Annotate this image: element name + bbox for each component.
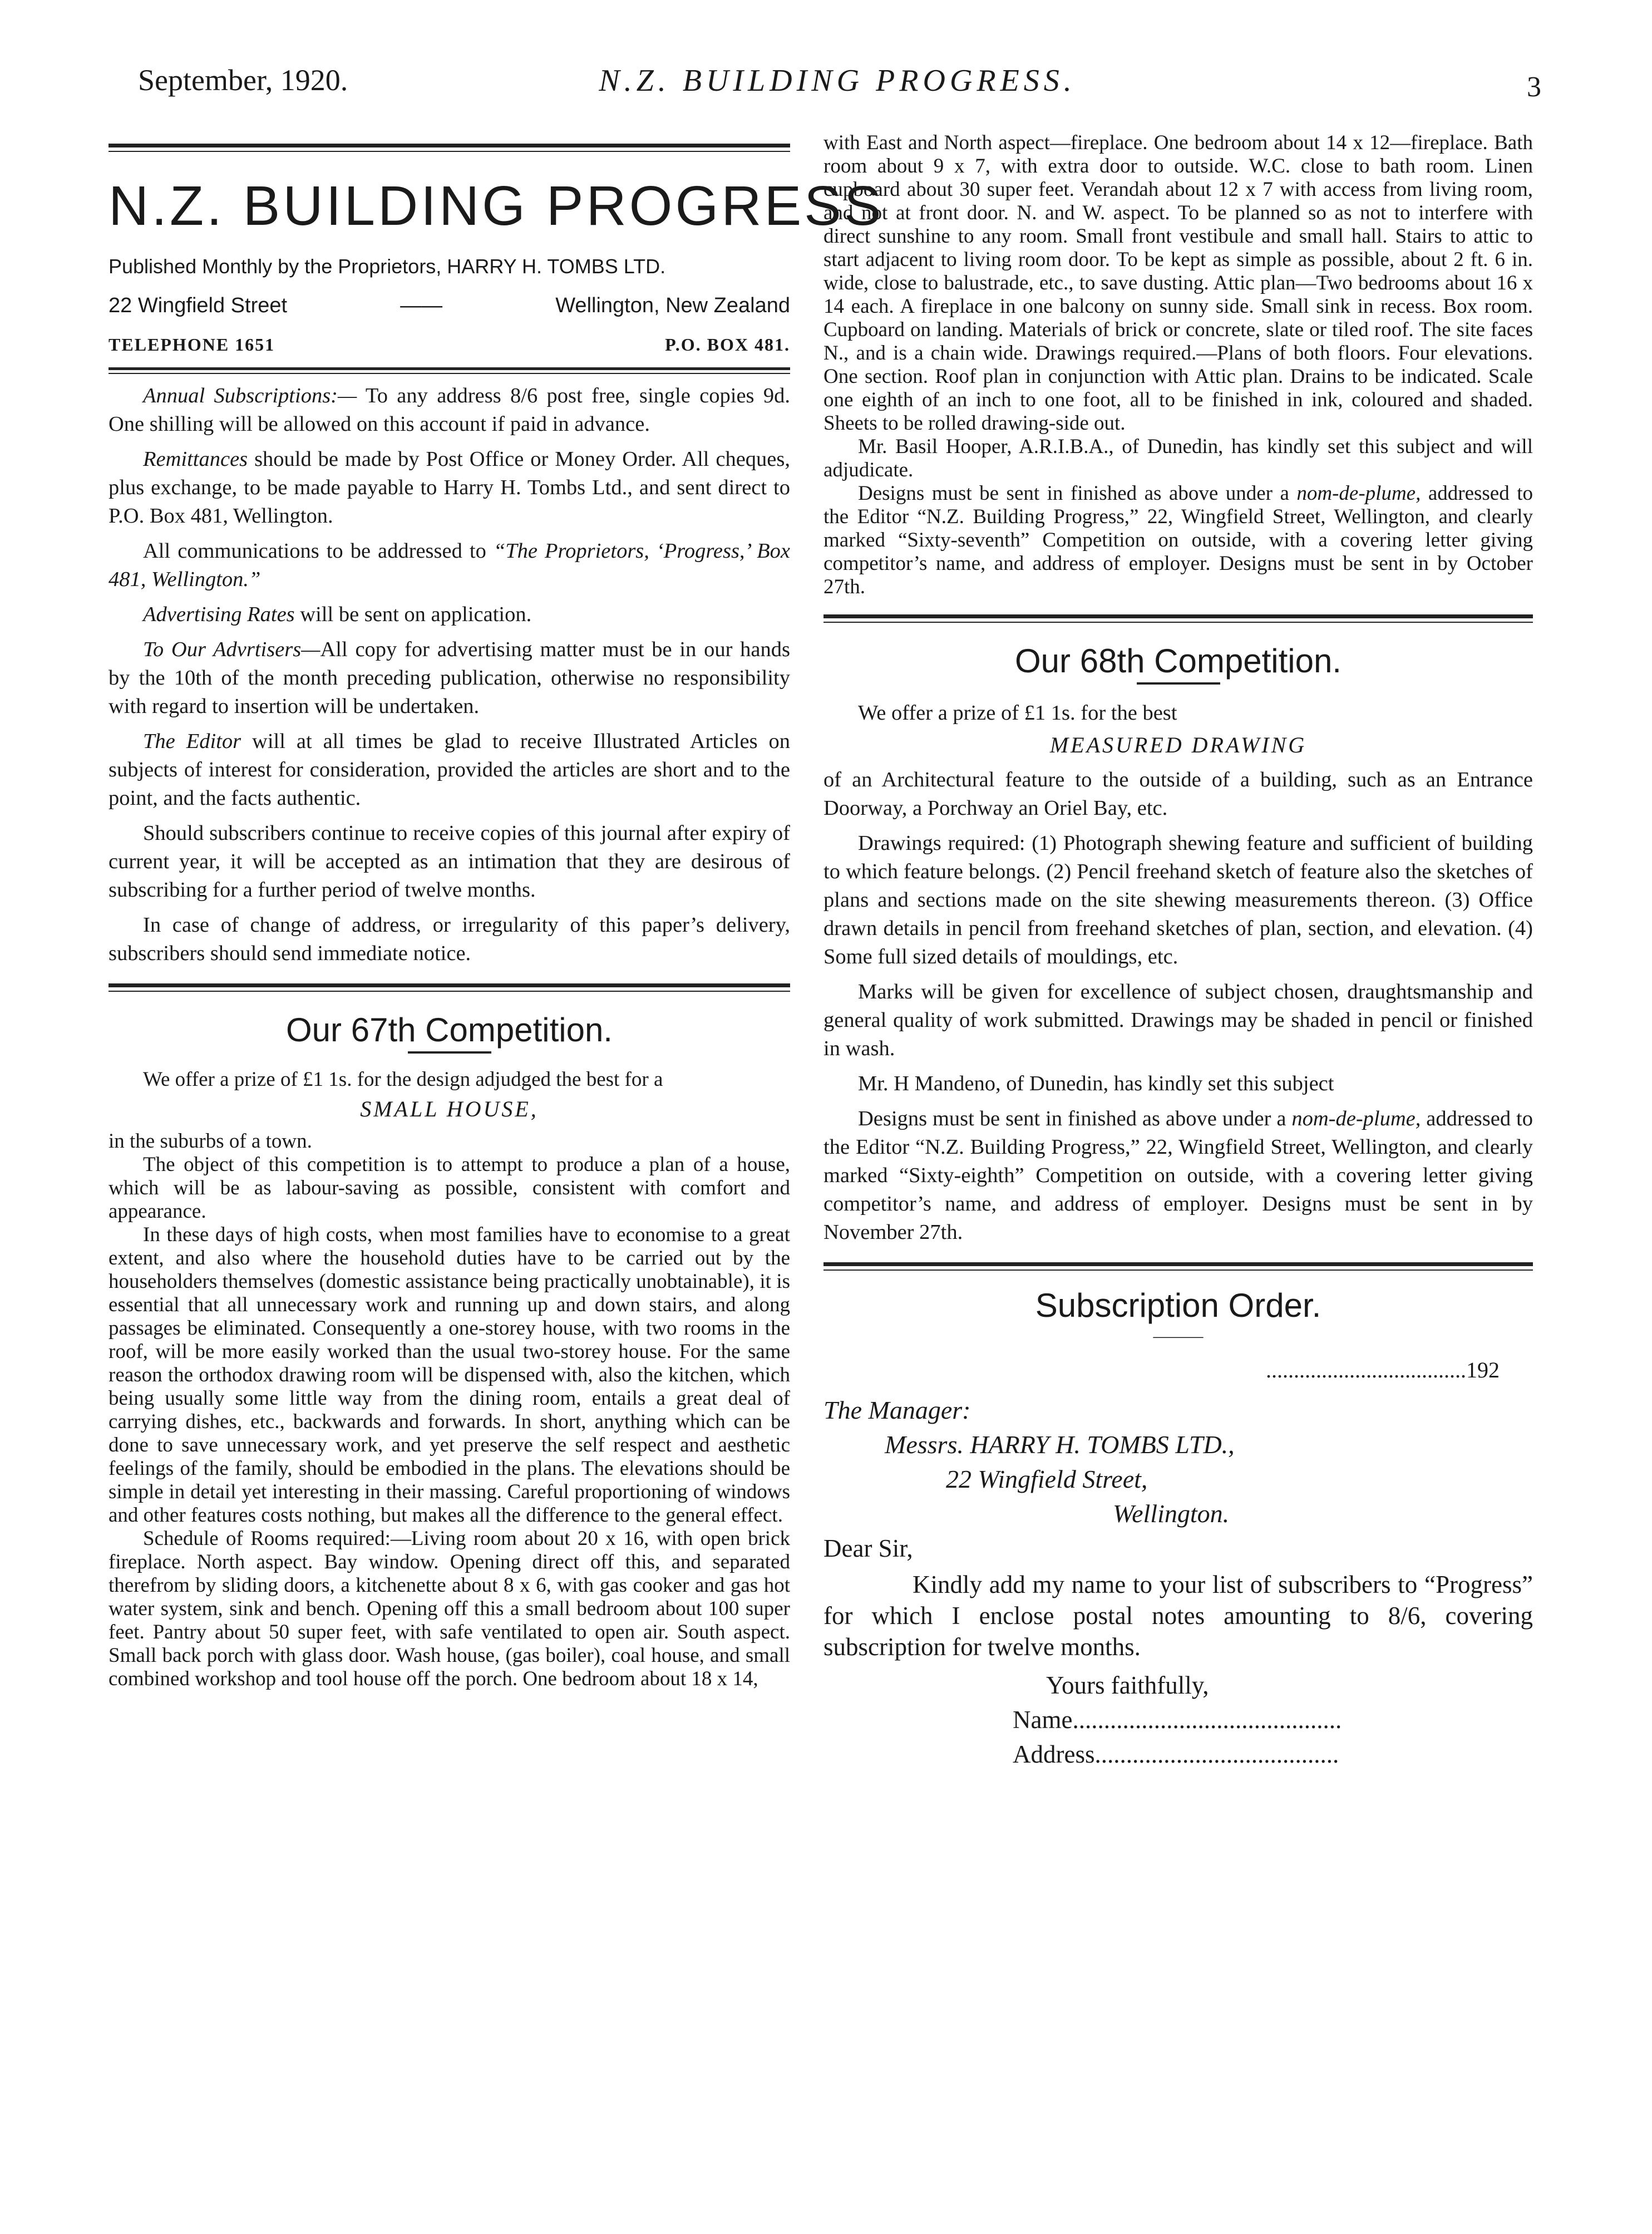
masthead-address: [109, 294, 790, 318]
subscription-closing: Yours faithfully,: [1046, 1671, 1209, 1699]
comp68-title: Our 68th Competition.: [1015, 642, 1342, 680]
subscription-city: Wellington.: [1113, 1499, 1230, 1528]
masthead-po-box: P.O. BOX 481.: [665, 334, 790, 355]
comp68-setter: Mr. H Mandeno, of Dunedin, has kindly set this subject: [858, 1072, 1334, 1095]
subscription-street: 22 Wingfield Street,: [946, 1465, 1148, 1493]
nom-de-plume: nom-de-plume,: [1296, 482, 1421, 505]
comp68-title-rule: [1137, 682, 1220, 685]
subscription-date-line: ....................................192: [1266, 1357, 1500, 1382]
comp67-title-rule: [408, 1051, 491, 1054]
comp67-submission: [823, 482, 1533, 599]
notice-text: will at all times be glad to receive Illustrated Articles on subjects of interest for consideration, provided the articles are short and to the point, and the facts authentic.: [109, 730, 790, 810]
comp67-subject: SMALL HOUSE,: [360, 1096, 539, 1121]
comp68-marks: Marks will be given for excellence of subject chosen, draughtsmanship and general quality of work submitted. Drawings may be shaded in pencil or finished in wash.: [823, 980, 1533, 1060]
nom-de-plume: nom-de-plume,: [1291, 1107, 1421, 1130]
notice-label: Annual Subscriptions:—: [143, 384, 357, 407]
section-rule: [823, 614, 1533, 623]
subscription-title: Subscription Order.: [1035, 1287, 1321, 1324]
notice-remittances: [109, 445, 790, 530]
notice-advertisers: [109, 636, 790, 721]
comp67-schedule: Schedule of Rooms required:—Living room about 20 x 16, with open brick fireplace. North aspect. Bay window. Opening direct off this, and separated therefrom by sliding doors, a kitchenette about 8 x 6, with gas cooker and gas hot water system, sink and bench. Opening off this a small bedroom about 100 super feet. Pantry about 50 super feet, with safe ventilated to open air. South aspect. Small back porch with glass door. Wash house, (gas boiler), coal house, and small combined workshop and tool house off the porch. One bedroom about 18 x 14,: [109, 1527, 790, 1690]
comp67-schedule-continued: with East and North aspect—fireplace. One bedroom about 14 x 12—fireplace. Bath room about 9 x 7, with extra door to outside. W.C. close to bath room. Linen cupboard about 30 super feet. Verandah about 12 x 7 with access from living room, and not at front door. N. and W. aspect. To be planned so as not to interfere with direct sunshine to any room. Small front vestibule and small hall. Stairs to attic to start adjacent to living room door. To be kept as simple as possible, about 2 ft. 6 in. wide, close to balustrade, etc., to save dusting. Attic plan—Two bedrooms about 16 x 14 each. A fireplace in one balcony on sunny side. Small sink in recess. Box room. Cupboard on landing. Materials of brick or concrete, slate or tiled roof. The site faces N., and is a chain wide. Drawings required.—Plans of both floors. Four elevations. One section. Roof plan in conjunction with Attic plan. Drains to be indicated. Scale one eighth of an inch to one foot, all to be finished in ink, coloured and shaded. Sheets to be rolled drawing-side out.: [823, 131, 1533, 435]
notice-label: The Editor: [143, 730, 241, 753]
submission-text: addressed to the Editor “N.Z. Building Progress,” 22, Wingfield Street, Wellington, and clearly marked “Sixty-eighth” Competition on outside, with a covering letter giving competitor’s name, and address of employer. Designs must be sent in by November 27th.: [823, 1107, 1533, 1244]
comp67-title: Our 67th Competition.: [286, 1011, 613, 1049]
notice-address: “The Proprietors, ‘Progress,’ Box 481, Wellington.”: [109, 539, 790, 591]
notice-text: will be sent on application.: [294, 603, 532, 626]
comp68-intro: We offer a prize of £1 1s. for the best: [858, 701, 1177, 725]
notice-text: To any address 8/6 post free, single copies 9d. One shilling will be allowed on this account if paid in advance.: [109, 384, 790, 436]
notice-text: All communications to be addressed to: [143, 539, 494, 563]
subscription-body: Kindly add my name to your list of subscribers to “Progress” for which I enclose postal notes amounting to 8/6, covering subscription for twelve months.: [823, 1571, 1533, 1661]
submission-text: Designs must be sent in finished as above under a: [858, 482, 1297, 505]
notice-advertising-rates: [109, 601, 790, 629]
masthead-title: N.Z. BUILDING PROGRESS: [109, 175, 884, 237]
section-rule: [109, 983, 790, 992]
submission-text: addressed to the Editor “N.Z. Building Progress,” 22, Wingfield Street, Wellington, and clearly marked “Sixty-seventh” Competition on outside, with a covering letter giving competitor’s name, and address of employer. Designs must be sent in by October 27th.: [823, 482, 1533, 598]
masthead-publisher: Published Monthly by the Proprietors, HARRY H. TOMBS LTD.: [109, 255, 666, 278]
notice-label: To Our Advrtisers—: [143, 638, 320, 661]
notice-text: All copy for advertising matter must be in our hands by the 10th of the month preceding publication, otherwise no responsibility with regard to insertion will be undertaken.: [109, 638, 790, 718]
section-rule: [823, 1262, 1533, 1271]
comp67-description: In these days of high costs, when most families have to economise to a great extent, and also where the household duties have to be carried out by the householders themselves (domestic assistance being practically unobtainable), it is essential that all unnecessary work and running up and down stairs, and along passages be eliminated. Consequently a one-storey house, with two rooms in the roof, will be more easily worked than the usual two-storey house. For the same reason the orthodox drawing room will be dispensed with, also the kitchen, which being usually some little way from the dining room, entails a great deal of carrying dishes, etc., backwards and forwards. In short, anything which can be done to save unnecessary work, and yet preserve the self respect and aesthetic feelings of the family, should be embodied in the plans. The elevations should be simple in detail yet interesting in their massing. Careful proportioning of windows and other features costs nothing, but makes all the difference to the general effect.: [109, 1223, 790, 1527]
masthead-city: Wellington, New Zealand: [555, 294, 790, 317]
masthead-contact: [109, 334, 790, 355]
comp67-objective: The object of this competition is to attempt to produce a plan of a house, which will be as labour-saving as possible, consistent with comfort and appearance.: [109, 1153, 790, 1223]
notice-label: Advertising Rates: [143, 603, 295, 626]
notice-communications: [109, 537, 790, 594]
subscription-salutation: Dear Sir,: [823, 1534, 913, 1562]
comp68-subject: MEASURED DRAWING: [1049, 732, 1307, 757]
subscription-manager: The Manager:: [823, 1396, 971, 1424]
comp68-drawings-required: Drawings required: (1) Photograph shewing feature and sufficient of building to which feature belongs. (2) Pencil freehand sketch of feature also the sketches of plans and sections made on the site shewing measurements thereon. (3) Office drawn details in pencil from freehand sketches of plan, section, and elevation. (4) Some full sized details of mouldings, etc.: [823, 831, 1533, 968]
subscription-address-field[interactable]: Address.......................................: [1013, 1740, 1339, 1768]
masthead-telephone: TELEPHONE 1651: [109, 334, 275, 355]
submission-text: Designs must be sent in finished as above under a: [858, 1107, 1292, 1130]
notice-editor: [109, 727, 790, 813]
running-title: N.Z. BUILDING PROGRESS.: [599, 63, 1076, 98]
issue-date: September, 1920.: [138, 63, 348, 97]
notice-text: should be made by Post Office or Money Order. All cheques, plus exchange, to be made payable to Harry H. Tombs Ltd., and sent direct to P.O. Box 481, Wellington.: [109, 447, 790, 528]
right-column: [823, 131, 1533, 1772]
subscription-title-rule: ———: [1153, 1327, 1204, 1345]
comp67-intro: We offer a prize of £1 1s. for the design adjudged the best for a: [143, 1068, 663, 1091]
comp67-adjudicator: Mr. Basil Hooper, A.R.I.B.A., of Dunedin, has kindly set this subject and will adjudicate.: [823, 435, 1533, 481]
comp67-location: in the suburbs of a town.: [109, 1130, 312, 1153]
notice-change-of-address: In case of change of address, or irregularity of this paper’s delivery, subscribers should send immediate notice.: [109, 913, 790, 965]
running-header: [134, 58, 1541, 109]
masthead-bottom-rule: [109, 367, 790, 374]
subscription-name-field[interactable]: Name...........................................: [1013, 1706, 1342, 1734]
page-number: 3: [1527, 71, 1541, 103]
masthead-top-rule: [109, 144, 790, 152]
notice-label: Remittances: [143, 447, 248, 471]
masthead-dash: ——: [400, 294, 443, 317]
notice-annual-subscriptions: [109, 382, 790, 439]
subscription-firm: Messrs. HARRY H. TOMBS LTD.,: [885, 1430, 1235, 1459]
notice-subscribers: Should subscribers continue to receive copies of this journal after expiry of current year, it will be accepted as an intimation that they are desirous of subscribing for a further period of twelve months.: [109, 821, 790, 902]
masthead-street: 22 Wingfield Street: [109, 294, 288, 317]
comp68-feature: of an Architectural feature to the outside of a building, such as an Entrance Doorway, a Porchway an Oriel Bay, etc.: [823, 768, 1533, 820]
comp68-submission: [823, 1105, 1533, 1247]
